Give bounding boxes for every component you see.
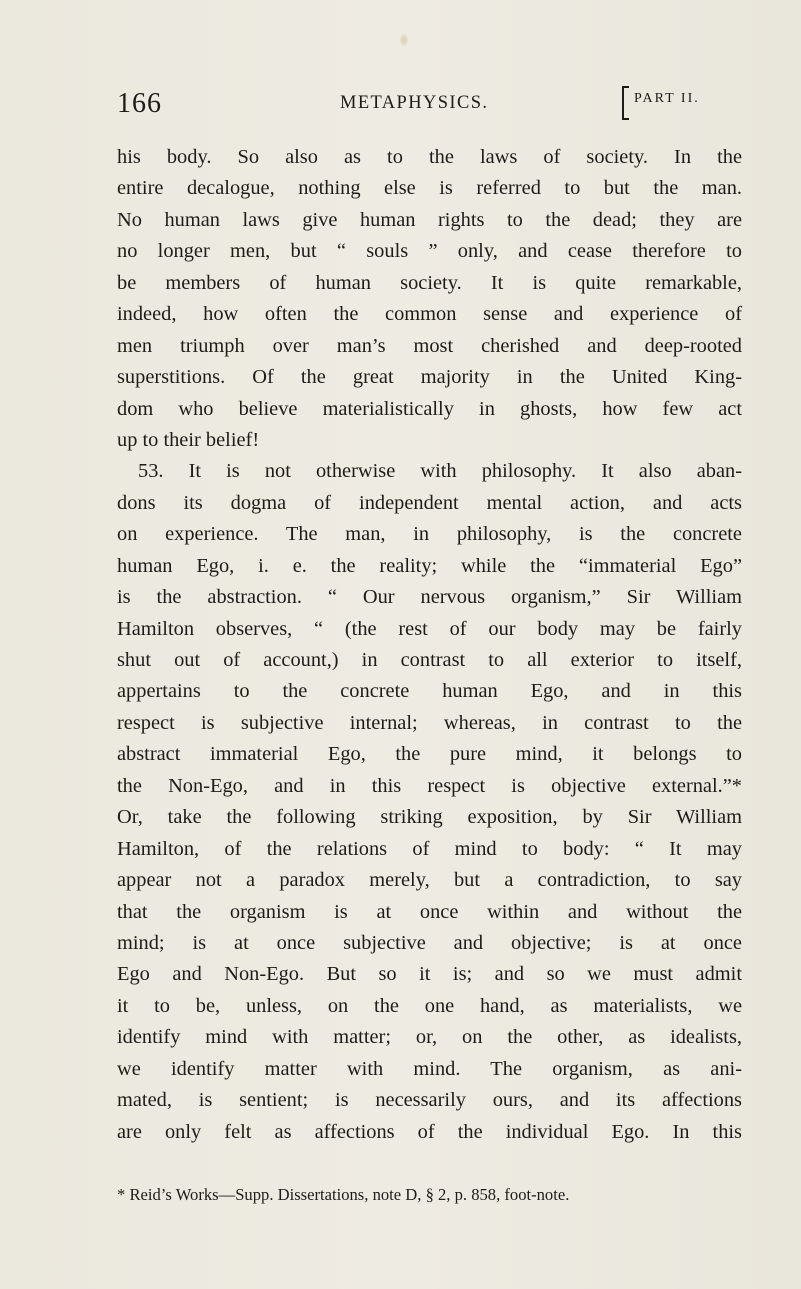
running-head [117, 84, 745, 124]
part-marker: PART II. [622, 84, 700, 114]
text-line: the Non-Ego, and in this respect is objective external.”* [117, 774, 742, 797]
text-line: mind; is at once subjective and objective; is at once [117, 931, 742, 954]
text-line: human Ego, i. e. the reality; while the “immaterial Ego” [117, 554, 742, 577]
text-line: respect is subjective internal; whereas, in contrast to the [117, 711, 742, 734]
paragraph-end-line: up to their belief! [117, 428, 260, 451]
text-line: is the abstraction. “ Our nervous organism,” Sir William [117, 586, 742, 609]
text-line: shut out of account,) in contrast to all exterior to itself, [117, 649, 742, 671]
body-text [117, 142, 742, 1148]
text-line: Hamilton observes, “ (the rest of our body may be fairly [117, 617, 742, 640]
footnote: * Reid’s Works—Supp. Dissertations, note D, § 2, p. 858, foot-note. [117, 1185, 570, 1204]
text-line: appear not a paradox merely, but a contradiction, to say [117, 869, 742, 892]
text-line: on experience. The man, in philosophy, is the concrete [117, 523, 742, 546]
text-line: entire decalogue, nothing else is referred to but the man. [117, 177, 742, 200]
text-line: his body. So also as to the laws of society. In the [117, 146, 742, 168]
text-line: no longer men, but “ souls ” only, and cease therefore to [117, 240, 742, 263]
page-number: 166 [117, 88, 162, 119]
text-line: appertains to the concrete human Ego, and in this [117, 680, 742, 703]
text-line: abstract immaterial Ego, the pure mind, it belongs to [117, 743, 742, 766]
text-line: that the organism is at once within and without the [117, 900, 742, 923]
running-title: METAPHYSICS. [340, 93, 489, 113]
text-line: are only felt as affections of the individual Ego. In this [117, 1120, 742, 1143]
text-line: Hamilton, of the relations of mind to body: “ It may [117, 837, 742, 860]
text-line: Or, take the following striking exposition, by Sir William [117, 806, 742, 829]
text-line: mated, is sentient; is necessarily ours, and its affections [117, 1089, 742, 1112]
text-line: No human laws give human rights to the dead; they are [117, 208, 742, 231]
paper-blemish [400, 34, 408, 46]
text-line: dom who believe materialistically in ghosts, how few act [117, 397, 742, 420]
text-line: superstitions. Of the great majority in the United King- [117, 366, 742, 389]
text-line: it to be, unless, on the one hand, as materialists, we [117, 994, 742, 1017]
text-line: identify mind with matter; or, on the other, as idealists, [117, 1026, 742, 1049]
text-line: Ego and Non-Ego. But so it is; and so we must admit [117, 963, 742, 986]
text-line: we identify matter with mind. The organism, as ani- [117, 1057, 742, 1080]
text-line: dons its dogma of independent mental action, and acts [117, 491, 742, 514]
paragraph-start-line: 53. It is not otherwise with philosophy. It also aban- [138, 460, 742, 483]
text-line: men triumph over man’s most cherished and deep-rooted [117, 334, 742, 357]
text-line: be members of human society. It is quite remarkable, [117, 271, 742, 294]
text-line: indeed, how often the common sense and experience of [117, 303, 742, 326]
